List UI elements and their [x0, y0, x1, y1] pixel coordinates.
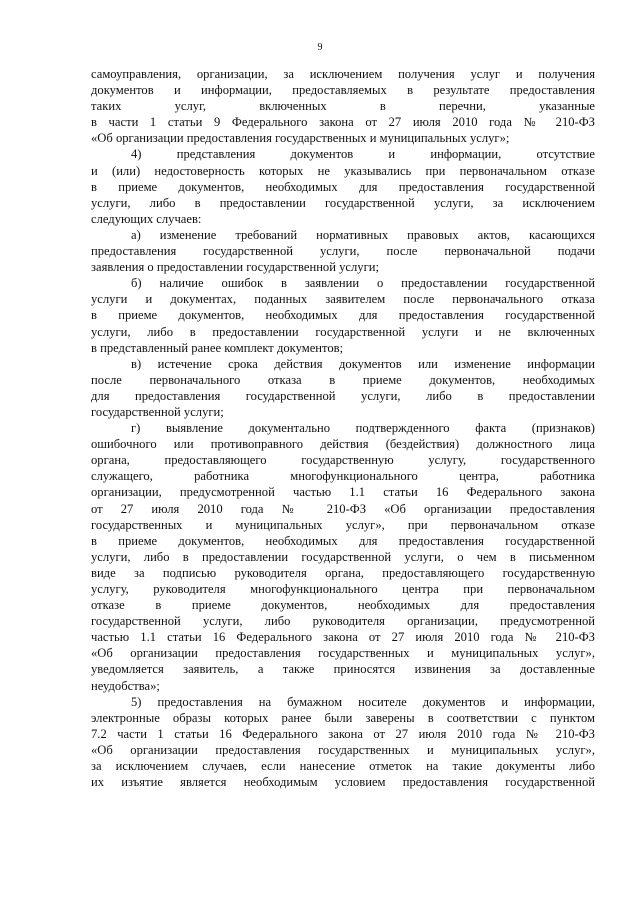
text-line: услугу, руководителя многофункционального центра при первоначальном — [91, 582, 595, 596]
page-number: 9 — [317, 42, 323, 53]
body-text — [91, 66, 595, 790]
text-line: служащего, работника многофункционального центра, работника — [91, 469, 595, 484]
text-line: 4) представления документов и информации, отсутствие — [131, 147, 595, 162]
text-line: заявления о предоставлении государственной услуги; — [91, 260, 379, 275]
text-line: для предоставления государственной услуги, либо в предоставлении — [91, 388, 595, 403]
text-line: государственных и муниципальных услуг», при первоначальном отказе — [91, 517, 595, 532]
text-line: органа, предоставляющего государственную услугу, государственного — [91, 453, 595, 468]
text-line: отказе в приеме документов, необходимых для предоставления — [91, 598, 595, 613]
text-line: а) изменение требований нормативных правовых актов, касающихся — [131, 227, 595, 242]
text-line: за исключением случаев, если нанесение отметок на такие документы либо — [91, 759, 595, 774]
text-line: уведомляется заявитель, а также приносятся извинения за доставленные — [91, 662, 595, 677]
text-line: б) наличие ошибок в заявлении о предоставлении государственной — [131, 276, 595, 291]
text-line: таких услуг, включенных в перечни, указанные — [91, 99, 595, 114]
text-line: услуги и документах, поданных заявителем после первоначального отказа — [91, 292, 595, 307]
text-line: и (или) недостоверность которых не указывались при первоначальном отказе — [91, 163, 595, 178]
text-line: электронные образы которых ранее были заверены в соответствии с пунктом — [91, 710, 595, 725]
text-line: самоуправления, организации, за исключением получения услуг и получения — [91, 67, 595, 81]
text-line: организации, предусмотренной частью 1.1 статьи 16 Федерального закона — [91, 485, 595, 500]
text-line: в приеме документов, необходимых для предоставления государственной — [91, 179, 595, 194]
text-line: их изъятие является необходимым условием предоставления государственной — [91, 775, 595, 790]
text-line: от 27 июля 2010 года № 210-ФЗ «Об организации предоставления — [91, 501, 595, 516]
text-line: 5) предоставления на бумажном носителе документов и информации, — [131, 694, 595, 709]
text-line: в приеме документов, необходимых для предоставления государственной — [91, 533, 595, 548]
text-line: виде за подписью руководителя органа, предоставляющего государственную — [91, 565, 595, 580]
text-line: «Об организации предоставления государственных и муниципальных услуг»; — [91, 131, 510, 146]
text-line: в представленный ранее комплект документов; — [91, 340, 344, 355]
text-line: 7.2 части 1 статьи 16 Федерального закона от 27 июля 2010 года № 210-ФЗ — [91, 726, 595, 741]
text-line: предоставления государственной услуги, после первоначальной подачи — [91, 244, 595, 259]
text-line: г) выявление документально подтвержденного факта (признаков) — [131, 421, 595, 436]
text-line: документов и информации, предоставляемых в результате предоставления — [91, 83, 595, 98]
text-line: в) истечение срока действия документов или изменение информации — [131, 356, 595, 371]
text-line: следующих случаев: — [91, 211, 202, 226]
text-line: услуги, либо в предоставлении государственной услуги и не включенных — [91, 324, 595, 339]
text-line: в части 1 статьи 9 Федерального закона от 27 июля 2010 года № 210-ФЗ — [91, 115, 595, 130]
text-line: ошибочного или противоправного действия (бездействия) должностного лица — [91, 437, 595, 452]
text-line: государственной услуги, либо руководителя организации, предусмотренной — [91, 614, 595, 629]
text-line: «Об организации предоставления государственных и муниципальных услуг», — [91, 646, 595, 661]
text-line: государственной услуги; — [91, 404, 224, 419]
text-line: услуги, либо в предоставлении государственной услуги, за исключением — [91, 195, 595, 210]
text-line: неудобства»; — [91, 678, 160, 693]
text-line: услуги, либо в предоставлении государственной услуги, о чем в письменном — [91, 549, 595, 564]
text-line: частью 1.1 статьи 16 Федерального закона от 27 июля 2010 года № 210-ФЗ — [91, 630, 595, 645]
text-line: в приеме документов, необходимых для предоставления государственной — [91, 308, 595, 323]
text-line: после первоначального отказа в приеме документов, необходимых — [91, 372, 595, 387]
text-line: «Об организации предоставления государственных и муниципальных услуг», — [91, 742, 595, 757]
